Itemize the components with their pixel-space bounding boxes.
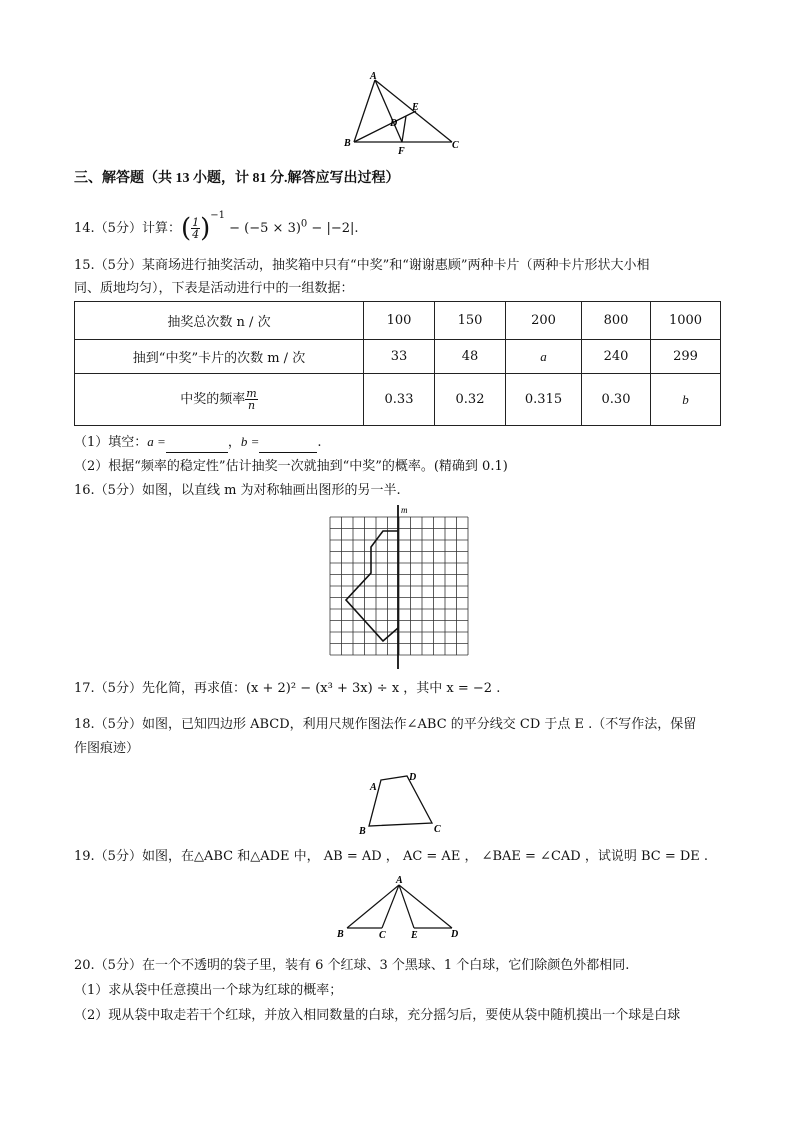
answer-blank-b[interactable] [259, 434, 317, 453]
cell: 240 [582, 340, 651, 374]
svg-text:D: D [451, 929, 459, 940]
q19-text: 19.（5分）如图，在△ABC 和△ADE 中， AB = AD ， AC = AE ， ∠BAE = ∠CAD ，试说明 BC = DE . [74, 849, 709, 864]
q14-exponent: −1 [210, 210, 226, 221]
q20-sub2: （2）现从袋中取走若干个红球，并放入相同数量的白球，充分摇匀后，要使从袋中随机摸出一个球是白球 [74, 1008, 681, 1023]
cell: 100 [364, 302, 435, 340]
q20-sub1: （1）求从袋中任意摸出一个球为红球的概率； [74, 983, 343, 998]
quadrilateral-figure [355, 768, 455, 838]
cell: 48 [435, 340, 506, 374]
q14-tail: − |−2|. [307, 221, 359, 236]
svg-text:B: B [359, 826, 366, 837]
cell: a [506, 340, 582, 374]
q14-exp0: 0 [300, 218, 308, 230]
cell: 0.33 [364, 374, 435, 426]
q14: 14.（5分）计算：( $\frac{1}{4}$ )$^{-1} - (-5 \times 3)^0 - |-2|$. [74, 210, 359, 244]
q15-line1: 15.（5分）某商场进行抽奖活动，抽奖箱中只有“中奖”和“谢谢惠顾”两种卡片（两种卡片形状大小相 [74, 258, 650, 273]
cell: 299 [651, 340, 721, 374]
svg-text:A: A [396, 875, 403, 886]
svg-text:C: C [434, 824, 441, 835]
q14-mid: − (−5 × 3) [225, 221, 301, 236]
label-D: D [390, 118, 398, 129]
q15-sub2: （2）根据“频率的稳定性”估计抽奖一次就抽到“中奖”的概率。(精确到 0.1) [74, 459, 508, 474]
row1-label: 抽奖总次数 n / 次 [75, 302, 364, 340]
q20-line1: 20.（5分）在一个不透明的袋子里，装有 6 个红球、3 个黑球、1 个白球，它们除颜色外都相同. [74, 958, 630, 973]
q16-text: 16.（5分）如图，以直线 m 为对称轴画出图形的另一半. [74, 483, 401, 498]
cell: 150 [435, 302, 506, 340]
cell: 1000 [651, 302, 721, 340]
answer-blank-a[interactable] [166, 434, 228, 453]
cell: 200 [506, 302, 582, 340]
q14-prefix: 14.（5分）计算： [74, 221, 181, 236]
section-title: 三、解答题（共 13 小题，计 81 分.解答应写出过程） [74, 171, 400, 186]
svg-text:E: E [411, 930, 418, 941]
label-C: C [452, 140, 459, 151]
triangle-figure [340, 70, 470, 158]
svg-text:C: C [379, 930, 386, 941]
q14-fraction: $\frac{1}{4}$ [192, 216, 200, 241]
cell: 0.32 [435, 374, 506, 426]
q15-table [74, 301, 721, 426]
cell: b [651, 374, 721, 426]
grid-figure [325, 503, 470, 671]
q18-line1: 18.（5分）如图，已知四边形 ABCD，利用尺规作图法作∠ABC 的平分线交 CD 于点 E .（不写作法，保留 [74, 717, 697, 732]
q15-sub1: （1）填空：a = ，b = . [74, 433, 322, 453]
label-A: A [370, 71, 377, 82]
q18-line2: 作图痕迹） [74, 741, 140, 756]
q17-text: 17.（5分）先化简，再求值：(x + 2)² − (x³ + 3x) ÷ x ，其中 x = −2 . [74, 681, 501, 696]
q15-line2: 同、质地均匀），下表是活动进行中的一组数据： [74, 281, 354, 296]
label-E: E [412, 102, 419, 113]
cell: 0.315 [506, 374, 582, 426]
row3-label: 中奖的频率 $\frac{m}{n}$ [75, 374, 364, 426]
svg-text:D: D [409, 772, 417, 783]
axis-m-label: m [401, 505, 408, 515]
svg-text:B: B [337, 929, 344, 940]
cell: 33 [364, 340, 435, 374]
row2-label: 抽到“中奖”卡片的次数 m / 次 [75, 340, 364, 374]
cell: 0.30 [582, 374, 651, 426]
two-triangles-figure [332, 873, 462, 943]
svg-text:A: A [370, 782, 377, 793]
cell: 800 [582, 302, 651, 340]
label-B: B [344, 138, 351, 149]
label-F: F [398, 146, 405, 157]
